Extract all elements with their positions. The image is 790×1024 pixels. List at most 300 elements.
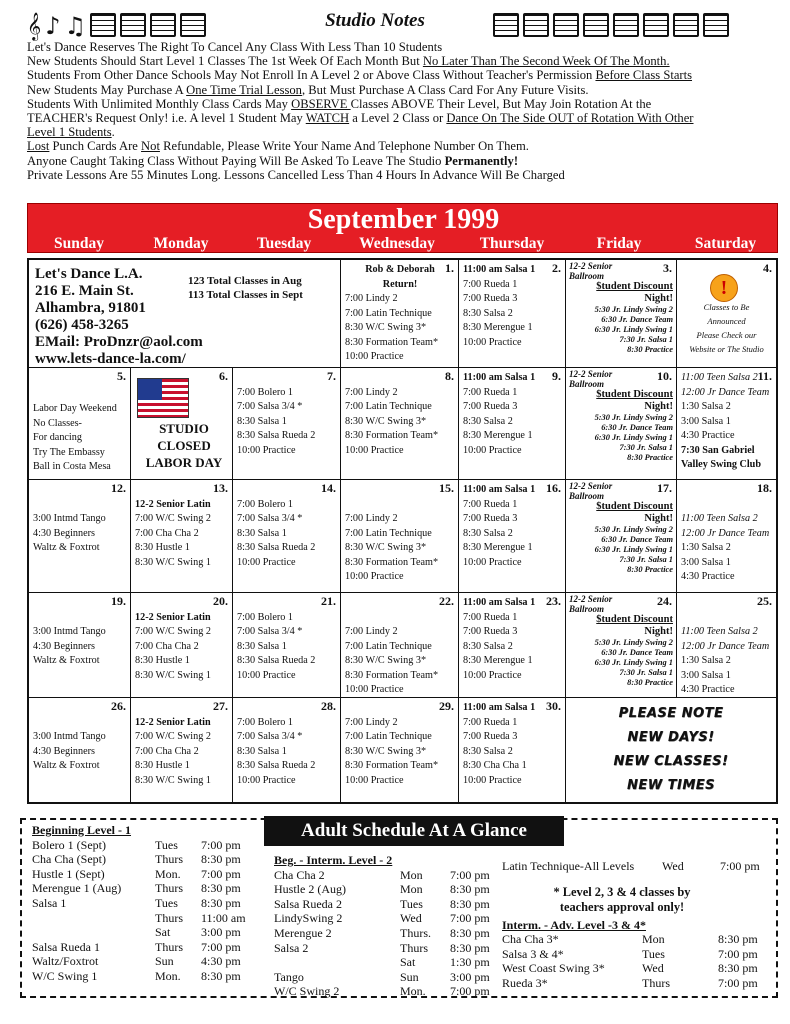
weekday-saturday: Saturday — [694, 235, 757, 252]
class-name: W/C Swing 2 — [274, 984, 340, 999]
class-day: Sat — [155, 925, 171, 940]
class-item: 7:00 Cha Cha 2 — [135, 527, 199, 539]
day-number: 23. — [546, 594, 561, 608]
day-cell — [233, 593, 341, 698]
day-number: 20. — [213, 594, 228, 608]
announcement-line: Classes to Be — [703, 302, 750, 312]
class-item: 7:00 W/C Swing 2 — [135, 626, 211, 637]
discount-line: Night! — [644, 401, 673, 412]
day-cell — [131, 368, 233, 480]
senior-ballroom: Ballroom — [569, 379, 605, 389]
day-cell — [459, 260, 566, 368]
senior-ballroom: 12-2 Senior — [569, 481, 613, 491]
weekday-wednesday: Wednesday — [359, 235, 435, 252]
rule-line — [27, 139, 782, 153]
weekday-friday: Friday — [596, 235, 642, 252]
class-item: 10:00 Practice — [345, 351, 404, 362]
class-item: 8:30 Salsa Rueda 2 — [237, 760, 316, 771]
class-name: Salsa Rueda 1 — [32, 939, 100, 954]
schedule-row — [502, 976, 768, 991]
class-item: 10:00 Practice — [345, 774, 404, 786]
class-name — [32, 925, 155, 940]
schedule-row — [32, 881, 261, 896]
class-list — [677, 593, 776, 698]
notice-text — [566, 698, 776, 798]
class-item: 7:00 Bolero 1 — [237, 498, 294, 510]
sheet-music-icon — [703, 13, 729, 37]
class-time: 11:00 am — [201, 910, 246, 925]
class-item: 11:00 Teen Salsa 2 — [681, 626, 758, 637]
rule-text: Dance On The Side OUT of Rotation With Other — [446, 111, 694, 126]
advanced-level-heading: Interm. - Adv. Level -3 & 4* — [502, 917, 646, 932]
class-item: 7:00 Lindy 2 — [345, 513, 398, 524]
class-name: Cha Cha (Sept) — [32, 852, 106, 867]
day-cell — [341, 368, 459, 480]
junior-class: 6:30 Jr. Lindy Swing 1 — [594, 325, 673, 334]
calendar-grid — [27, 258, 778, 804]
class-day: Tues — [642, 946, 665, 961]
junior-class: 7:30 Jr. Salsa 1 — [619, 443, 673, 452]
class-time: 8:30 pm — [201, 895, 241, 910]
day-number: 2. — [552, 261, 561, 275]
discount-line: Night! — [644, 513, 673, 524]
day-number: 4. — [763, 261, 772, 275]
class-item: 8:30 Cha Cha 1 — [463, 760, 527, 771]
class-item: 1:30 Salsa 2 — [681, 401, 731, 412]
class-day: Thurs. — [400, 925, 431, 940]
class-list — [341, 368, 458, 458]
class-item: 10:00 Practice — [463, 444, 522, 456]
day-number: 13. — [213, 481, 228, 495]
announcement-line: Please Check our — [696, 330, 757, 340]
day-cell — [341, 480, 459, 593]
friday-classes — [566, 260, 676, 355]
class-item: 7:00 Rueda 3 — [463, 513, 518, 524]
notice-line: NEW DAYS! — [627, 730, 715, 745]
day-number: 30. — [546, 699, 561, 713]
senior-ballroom: Ballroom — [569, 604, 605, 614]
class-item: Waltz & Foxtrot — [33, 542, 100, 553]
day-cell — [677, 593, 776, 698]
day-cell — [29, 593, 131, 698]
class-item: 7:00 Cha Cha 2 — [135, 745, 199, 757]
class-item: 4:30 Practice — [681, 571, 735, 582]
labor-day-line: Ball in Costa Mesa — [33, 461, 111, 472]
sheet-music-icon — [150, 13, 176, 37]
schedule-row — [274, 955, 506, 970]
schedule-row — [32, 896, 261, 911]
music-note-icon: ♫ — [64, 12, 87, 40]
notice-line: PLEASE NOTE — [618, 706, 724, 721]
class-item: 3:00 Salsa 1 — [681, 556, 731, 568]
class-name: Merengue 1 (Aug) — [32, 881, 122, 896]
discount-line: Night! — [644, 626, 673, 637]
junior-class: 8:30 Practice — [627, 453, 673, 462]
class-time: 7:00 pm — [450, 984, 490, 999]
day-cell — [459, 480, 566, 593]
month-title: September 1999 — [307, 204, 500, 235]
class-item: 4:30 Practice — [681, 684, 735, 695]
rule-line — [27, 68, 782, 82]
schedule-row — [32, 925, 261, 940]
rule-line — [27, 168, 782, 182]
sheet-music-icon — [523, 13, 549, 37]
sheet-music-icon — [643, 13, 669, 37]
day-number: 7. — [327, 369, 336, 383]
class-day: Sun — [400, 969, 419, 984]
class-item: 4:30 Practice — [681, 430, 735, 441]
day-number: 10. — [657, 369, 672, 383]
class-list — [459, 368, 565, 458]
studio-info-line: 216 E. Main St. — [35, 283, 134, 299]
day-cell — [566, 368, 677, 480]
class-time: 8:30 pm — [201, 968, 241, 983]
rule-text: Permanently! — [444, 153, 519, 168]
day-number: 14. — [321, 481, 336, 495]
class-total-line: 123 Total Classes in Aug — [188, 275, 302, 287]
day-number: 26. — [111, 699, 126, 713]
class-item: Return! — [382, 278, 418, 290]
discount-line: $tudent Discount — [596, 614, 673, 625]
class-item: 8:30 Salsa 2 — [463, 527, 513, 539]
class-time: 7:00 pm — [201, 866, 241, 881]
class-item: 7:00 Bolero 1 — [237, 716, 294, 728]
class-time: 1:30 pm — [450, 955, 490, 970]
class-day: Wed — [400, 911, 422, 926]
class-item: 8:30 Salsa Rueda 2 — [237, 542, 316, 553]
schedule-row — [274, 882, 506, 897]
class-item: 10:00 Practice — [345, 571, 404, 582]
senior-ballroom: 12-2 Senior — [569, 594, 613, 604]
senior-ballroom: Ballroom — [569, 491, 605, 501]
class-item: 8:30 Formation Team* — [345, 556, 439, 568]
studio-rules — [27, 40, 782, 182]
day-number: 22. — [439, 594, 454, 608]
schedule-row — [32, 838, 261, 853]
rule-line — [27, 125, 782, 139]
class-item: 11:00 am Salsa 1 — [463, 597, 536, 608]
class-item: 10:00 Practice — [237, 444, 296, 456]
class-item: 8:30 Salsa 1 — [237, 640, 287, 652]
rule-text: New Students May Purchase A — [27, 82, 187, 97]
class-day: Wed — [662, 859, 684, 873]
class-item: 11:00 am Salsa 1 — [463, 702, 536, 713]
studio-info-line: www.lets-dance-la.com/ — [35, 351, 186, 367]
day-number: 19. — [111, 594, 126, 608]
class-name: Merengue 2 — [274, 925, 332, 940]
rule-line — [27, 40, 782, 54]
class-time: 7:00 pm — [450, 867, 490, 882]
class-day: Thurs — [155, 881, 183, 896]
class-item: 11:00 am Salsa 1 — [463, 264, 536, 275]
day-cell — [459, 593, 566, 698]
studio-closed — [139, 420, 229, 471]
class-item: 8:30 Hustle 1 — [135, 655, 190, 666]
rule-text: Students From Other Dance Schools May Not Enroll In A Level 2 or Above Class Without Teacher's Permission — [27, 68, 596, 83]
class-item: 7:00 Rueda 1 — [463, 611, 518, 623]
beg-interm-level-list — [274, 853, 506, 999]
day-cell — [677, 260, 776, 368]
studio-info-line: Alhambra, 91801 — [35, 300, 146, 316]
schedule-row — [274, 970, 506, 985]
student-discount — [569, 614, 673, 638]
class-item: 8:30 Salsa 2 — [463, 640, 513, 652]
day-cell — [341, 593, 459, 698]
day-cell — [233, 368, 341, 480]
studio-info-cell — [29, 260, 341, 368]
day-cell — [29, 480, 131, 593]
class-time: 7:00 pm — [201, 837, 241, 852]
beginning-level-heading: Beginning Level - 1 — [32, 823, 132, 837]
class-name: Salsa 2 — [274, 940, 309, 955]
class-day: Sat — [400, 955, 416, 970]
class-item: 8:30 W/C Swing 1 — [135, 669, 211, 681]
class-time: 7:00 pm — [718, 975, 758, 990]
class-list — [677, 480, 776, 585]
class-item: 8:30 W/C Swing 3* — [345, 745, 427, 757]
class-item: 7:00 Rueda 3 — [463, 401, 518, 412]
rule-text: WATCH — [305, 111, 350, 126]
class-day: Tues — [155, 895, 178, 910]
class-time: 8:30 pm — [450, 925, 490, 940]
schedule-row — [274, 868, 506, 883]
junior-class: 5:30 Jr. Lindy Swing 2 — [594, 638, 673, 647]
class-time: 8:30 pm — [450, 896, 490, 911]
class-item: 3:00 Intmd Tango — [33, 513, 106, 524]
schedule-title: Adult Schedule At A Glance — [264, 816, 564, 846]
class-list — [341, 480, 458, 585]
class-item: 10:00 Practice — [345, 444, 404, 456]
class-name — [274, 955, 400, 970]
weekday-sunday: Sunday — [54, 235, 104, 252]
class-name: Cha Cha 2 — [274, 867, 325, 882]
schedule-row — [32, 940, 261, 955]
day-cell — [566, 260, 677, 368]
class-day: Mon. — [400, 984, 426, 999]
class-item: 7:00 Lindy 2 — [345, 293, 398, 304]
class-item: 8:30 Merengue 1 — [463, 655, 533, 666]
rule-text: One Time Trial Lesson — [186, 82, 302, 97]
class-item: 7:00 Rueda 1 — [463, 716, 518, 728]
class-item: 8:30 Hustle 1 — [135, 542, 190, 553]
class-time: 8:30 pm — [718, 961, 758, 976]
class-day: Mon — [400, 882, 423, 897]
class-list — [677, 368, 776, 473]
class-item: 12-2 Senior Latin — [135, 716, 211, 728]
discount-line: $tudent Discount — [596, 281, 673, 292]
class-item: 4:30 Beginners — [33, 527, 95, 539]
class-item: 1:30 Salsa 2 — [681, 542, 731, 553]
class-item: 8:30 Formation Team* — [345, 760, 439, 771]
class-day: Mon — [642, 932, 665, 947]
beginning-level-list — [32, 823, 261, 984]
spacer — [345, 498, 455, 513]
rule-line — [27, 83, 782, 97]
day-number: 27. — [213, 699, 228, 713]
spacer — [33, 611, 127, 626]
class-total-line: 113 Total Classes in Sept — [188, 289, 303, 301]
music-note-icon: ♪ — [45, 12, 61, 40]
spacer — [33, 498, 127, 513]
schedule-row — [32, 911, 261, 926]
class-name: W/C Swing 1 — [32, 968, 98, 983]
class-item: 7:30 San Gabriel — [681, 444, 755, 456]
day-cell — [341, 260, 459, 368]
junior-class: 8:30 Practice — [627, 565, 673, 574]
class-item: 7:00 Bolero 1 — [237, 386, 294, 398]
weekday-tuesday: Tuesday — [256, 235, 312, 252]
notice-line: NEW CLASSES! — [613, 754, 729, 769]
day-number: 25. — [757, 594, 772, 608]
class-item: 7:00 Rueda 3 — [463, 293, 518, 304]
class-item: 7:00 Cha Cha 2 — [135, 640, 199, 652]
labor-day-line: Try The Embassy — [33, 446, 105, 458]
class-item: 7:00 Salsa 3/4 * — [237, 731, 303, 742]
beg-interm-level-heading: Beg. - Interm. Level - 2 — [274, 853, 393, 867]
closed-line: LABOR DAY — [145, 455, 223, 470]
rule-text: New Students Should Start Level 1 Classes The 1st Week Of Each Month But — [27, 54, 423, 69]
class-item: 8:30 Salsa 1 — [237, 527, 287, 539]
rule-line — [27, 54, 782, 68]
rule-text: Not — [141, 139, 160, 154]
labor-day-line: Labor Day Weekend — [33, 403, 117, 414]
class-day: Mon. — [155, 866, 181, 881]
weekday-thursday: Thursday — [479, 235, 545, 252]
class-time: 7:00 pm — [718, 946, 758, 961]
class-item: 7:00 Latin Technique — [345, 640, 432, 652]
music-notes-right — [493, 13, 729, 39]
class-name: Salsa 3 & 4* — [502, 946, 564, 961]
junior-class: 5:30 Jr. Lindy Swing 2 — [594, 413, 673, 422]
class-item: 7:00 Rueda 1 — [463, 498, 518, 510]
class-name: Rueda 3* — [502, 975, 548, 990]
class-item: 8:30 Formation Team* — [345, 430, 439, 441]
studio-address — [35, 266, 203, 368]
schedule-row — [274, 911, 506, 926]
class-day: Tues — [155, 837, 178, 852]
sheet-music-icon — [180, 13, 206, 37]
schedule-row — [274, 941, 506, 956]
class-item: 10:00 Practice — [345, 684, 404, 695]
day-number: 6. — [219, 369, 228, 383]
discount-line: Night! — [644, 293, 673, 304]
day-number: 8. — [445, 369, 454, 383]
spacer — [345, 611, 455, 626]
rule-text: OBSERVE — [291, 96, 351, 111]
class-item: 10:00 Practice — [463, 336, 522, 348]
class-time: 3:00 pm — [450, 969, 490, 984]
class-item: 7:00 Salsa 3/4 * — [237, 401, 303, 412]
sheet-music-icon — [493, 13, 519, 37]
discount-line: $tudent Discount — [596, 501, 673, 512]
senior-ballroom: Ballroom — [569, 271, 605, 281]
class-item: 3:00 Salsa 1 — [681, 669, 731, 681]
class-item: 7:00 Latin Technique — [345, 527, 432, 539]
class-item: 7:00 W/C Swing 2 — [135, 731, 211, 742]
day-cell — [566, 593, 677, 698]
rule-text: Private Lessons Are 55 Minutes Long. Lessons Cancelled Less Than 4 Hours In Advance Will Be Charged — [27, 167, 565, 182]
exclamation-icon: ! — [710, 274, 738, 302]
junior-class: 6:30 Jr. Dance Team — [601, 648, 673, 657]
class-item: 10:00 Practice — [463, 556, 522, 568]
approval-note-line: * Level 2, 3 & 4 classes by — [553, 884, 691, 899]
junior-class: 7:30 Jr. Salsa 1 — [619, 555, 673, 564]
day-cell — [29, 368, 131, 480]
junior-class: 6:30 Jr. Dance Team — [601, 315, 673, 324]
class-day: Sun — [155, 954, 174, 969]
senior-ballroom: 12-2 Senior — [569, 369, 613, 379]
junior-class: 6:30 Jr. Dance Team — [601, 423, 673, 432]
class-time: 8:30 pm — [450, 940, 490, 955]
discount-line: $tudent Discount — [596, 389, 673, 400]
class-item: 8:30 Hustle 1 — [135, 760, 190, 771]
junior-class: 5:30 Jr. Lindy Swing 2 — [594, 305, 673, 314]
class-item: 10:00 Practice — [463, 669, 522, 681]
rule-line — [27, 111, 782, 125]
labor-day-line: For dancing — [33, 432, 82, 443]
rule-text: a Level 2 Class or — [349, 111, 447, 126]
sheet-music-icon — [673, 13, 699, 37]
day-number: 28. — [321, 699, 336, 713]
day-number: 29. — [439, 699, 454, 713]
class-item: 8:30 W/C Swing 3* — [345, 415, 427, 427]
weekday-monday: Monday — [153, 235, 209, 252]
new-schedule-notice — [566, 698, 776, 804]
class-item: 7:00 Latin Technique — [345, 401, 432, 412]
class-item: 8:30 W/C Swing 1 — [135, 774, 211, 786]
class-name: Hustle 1 (Sept) — [32, 866, 105, 881]
class-item: Waltz & Foxtrot — [33, 655, 100, 666]
rule-line — [27, 154, 782, 168]
class-day: Thurs — [155, 852, 183, 867]
class-list — [341, 260, 458, 365]
class-item: Rob & Deborah — [365, 264, 435, 275]
class-time: 8:30 pm — [718, 932, 758, 947]
studio-info-line: (626) 458-3265 — [35, 317, 129, 333]
rule-text: . — [111, 125, 115, 140]
class-item: 8:30 W/C Swing 3* — [345, 322, 427, 333]
class-item: 8:30 Merengue 1 — [463, 542, 533, 553]
junior-class: 7:30 Jr. Salsa 1 — [619, 668, 673, 677]
us-flag-icon — [137, 378, 189, 418]
class-time: 3:00 pm — [201, 925, 241, 940]
class-item: 8:30 Salsa 2 — [463, 307, 513, 319]
class-item: Valley Swing Club — [681, 459, 762, 470]
class-item: 1:30 Salsa 2 — [681, 655, 731, 666]
class-item: 7:00 Bolero 1 — [237, 611, 294, 623]
class-item: 7:00 Lindy 2 — [345, 716, 398, 728]
class-name: Salsa 1 — [32, 895, 67, 910]
sheet-music-icon — [90, 13, 116, 37]
class-item: 11:00 am Salsa 1 — [463, 372, 536, 383]
class-item: 7:00 Lindy 2 — [345, 626, 398, 637]
class-item: 7:00 Latin Technique — [345, 307, 432, 319]
class-item: 8:30 Salsa 1 — [237, 745, 287, 757]
day-number: 16. — [546, 481, 561, 495]
class-name: Cha Cha 3* — [502, 932, 559, 947]
day-cell — [233, 698, 341, 804]
student-discount — [569, 389, 673, 413]
class-item: 10:00 Practice — [237, 669, 296, 681]
class-list — [341, 593, 458, 698]
class-item: 4:30 Beginners — [33, 745, 95, 757]
class-list — [233, 368, 340, 458]
class-item: 7:00 Salsa 3/4 * — [237, 626, 303, 637]
junior-class: 6:30 Jr. Dance Team — [601, 535, 673, 544]
day-number: 21. — [321, 594, 336, 608]
studio-notes-header — [0, 0, 790, 40]
class-time: 7:00 pm — [450, 911, 490, 926]
